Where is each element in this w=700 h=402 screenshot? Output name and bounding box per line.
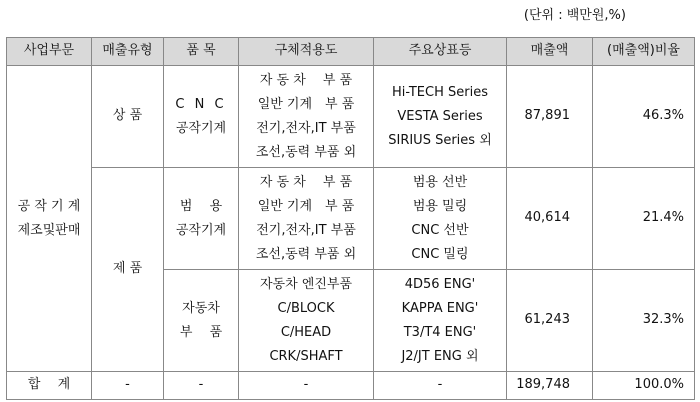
brand-line: CNC 선반	[411, 222, 469, 238]
item-cell	[164, 168, 239, 270]
item-line-1: 범 용	[179, 198, 223, 214]
header-brands: 주요상표등	[374, 38, 507, 66]
usage-line: C/HEAD	[280, 324, 332, 340]
header-ratio: (매출액)비율	[593, 38, 695, 66]
usage-cell	[239, 270, 374, 372]
sales-type-cell: 제 품	[92, 168, 164, 372]
brands-cell	[374, 66, 507, 168]
item-line-2: 공작기계	[175, 120, 227, 136]
table-row	[7, 66, 695, 168]
brand-line: J2/JT ENG 외	[401, 348, 479, 364]
brand-line: VESTA Series	[397, 108, 483, 124]
table-row	[7, 168, 695, 270]
brands-cell	[374, 270, 507, 372]
usage-line: 자 동 차 부 품	[259, 174, 353, 190]
total-item: -	[164, 372, 239, 400]
item-line-2: 공작기계	[175, 222, 227, 238]
item-line-1: 자동차	[182, 300, 220, 316]
sales-cell: 40,614	[507, 168, 593, 270]
total-row	[7, 372, 695, 400]
sales-table	[6, 37, 695, 400]
sales-cell: 61,243	[507, 270, 593, 372]
usage-line: 자동차 엔진부품	[259, 276, 353, 292]
usage-line: 자 동 차 부 품	[259, 72, 353, 88]
ratio-cell: 21.4%	[593, 168, 695, 270]
usage-cell	[239, 168, 374, 270]
brand-line: Hi-TECH Series	[391, 84, 488, 100]
item-line-1: C N C	[175, 96, 227, 112]
total-ratio: 100.0%	[593, 372, 695, 400]
brand-line: 범용 선반	[412, 174, 468, 190]
header-item: 품 목	[164, 38, 239, 66]
item-cell	[164, 66, 239, 168]
usage-line: 전기,전자,IT 부품	[256, 222, 356, 238]
usage-line: 일반 기계 부 품	[257, 198, 355, 214]
header-usage: 구체적용도	[239, 38, 374, 66]
total-usage: -	[239, 372, 374, 400]
header-sales: 매출액	[507, 38, 593, 66]
usage-line: 일반 기계 부 품	[257, 96, 355, 112]
sales-cell: 87,891	[507, 66, 593, 168]
ratio-cell: 46.3%	[593, 66, 695, 168]
unit-note: (단위 : 백만원,%)	[523, 8, 626, 23]
usage-line: C/BLOCK	[277, 300, 335, 316]
segment-line-1: 공 작 기 계	[17, 198, 81, 214]
usage-line: 조선,동력 부품 외	[255, 144, 357, 160]
segment-line-2: 제조및판매	[17, 222, 81, 238]
brand-line: T3/T4 ENG'	[403, 324, 477, 340]
brand-line: CNC 밀링	[411, 246, 469, 262]
usage-line: CRK/SHAFT	[269, 348, 343, 364]
brand-line: 4D56 ENG'	[404, 276, 476, 292]
total-label: 합 계	[7, 372, 92, 400]
item-cell	[164, 270, 239, 372]
brand-line: SIRIUS Series 외	[388, 132, 492, 148]
item-line-2: 부 품	[179, 324, 223, 340]
usage-line: 전기,전자,IT 부품	[256, 120, 356, 136]
header-segment: 사업부문	[7, 38, 92, 66]
ratio-cell: 32.3%	[593, 270, 695, 372]
brands-cell	[374, 168, 507, 270]
usage-cell	[239, 66, 374, 168]
brand-line: 범용 밀링	[412, 198, 468, 214]
total-type: -	[92, 372, 164, 400]
header-sales-type: 매출유형	[92, 38, 164, 66]
sales-type-cell: 상 품	[92, 66, 164, 168]
total-sales: 189,748	[507, 372, 593, 400]
total-brands: -	[374, 372, 507, 400]
header-row	[7, 38, 695, 66]
usage-line: 조선,동력 부품 외	[255, 246, 357, 262]
brand-line: KAPPA ENG'	[401, 300, 479, 316]
segment-cell	[7, 66, 92, 372]
